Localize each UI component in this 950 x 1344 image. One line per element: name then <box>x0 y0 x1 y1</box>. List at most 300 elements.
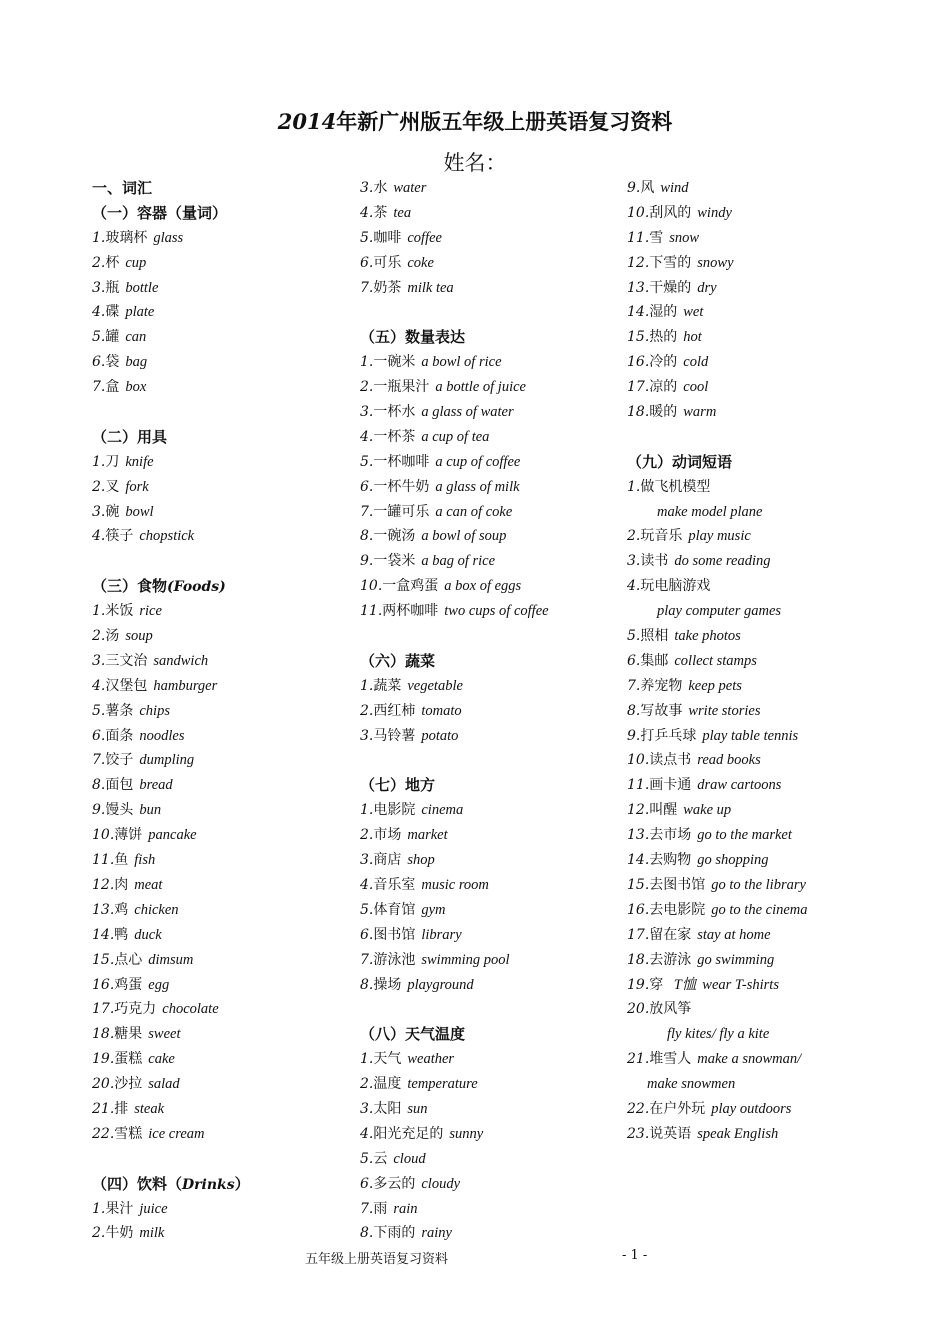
vocab-item <box>360 1047 549 1072</box>
english-term: wind <box>660 180 689 196</box>
chinese-term: 读点书 <box>649 752 692 769</box>
item-number: 16. <box>627 354 650 371</box>
chinese-term: 西红柿 <box>373 702 416 719</box>
chinese-term: 袋 <box>105 354 120 371</box>
english-term: noodles <box>139 727 185 744</box>
chinese-term: 薄饼 <box>114 827 143 844</box>
vocab-item <box>360 276 549 301</box>
english-term: play music <box>688 528 751 545</box>
section-title: （五）数量表达 <box>360 328 466 347</box>
vocab-item <box>360 475 549 500</box>
english-term: vegetable <box>407 677 463 694</box>
item-number: 14. <box>627 304 650 321</box>
item-number: 10. <box>360 578 383 595</box>
item-number: 7. <box>92 379 106 396</box>
vocab-item <box>92 1221 250 1246</box>
chinese-term: 罐 <box>105 329 120 346</box>
chinese-term: 碗 <box>105 503 120 520</box>
vocab-item <box>92 1122 250 1147</box>
english-term: a bottle of juice <box>435 379 526 396</box>
item-number: 13. <box>92 901 115 918</box>
chinese-term: 糖果 <box>114 1026 143 1043</box>
item-number: 4. <box>92 304 106 321</box>
vocab-item <box>360 400 549 425</box>
section-title: （六）蔬菜 <box>360 651 436 670</box>
item-number: 20. <box>627 1001 650 1018</box>
english-term: go to the library <box>711 876 806 893</box>
english-term: sun <box>407 1100 428 1117</box>
chinese-term: 玩音乐 <box>640 528 683 545</box>
english-term: take photos <box>674 628 741 645</box>
chinese-term: 体育馆 <box>373 901 416 918</box>
english-term: bun <box>139 802 162 819</box>
vocab-item <box>360 724 549 749</box>
item-number: 17. <box>627 926 650 943</box>
english-term: cake <box>148 1051 175 1068</box>
english-term: a glass of milk <box>435 478 520 495</box>
item-number: 10. <box>627 752 650 769</box>
chinese-term: 鸡蛋 <box>114 976 143 993</box>
vocab-item <box>627 1097 808 1122</box>
english-term: swimming pool <box>421 951 510 968</box>
vocab-item-continuation <box>627 599 808 624</box>
english-term: make a snowman/ <box>697 1051 802 1068</box>
item-number: 11. <box>360 603 383 620</box>
english-term: bottle <box>125 279 159 296</box>
footer-text: 五年级上册英语复习资料 <box>305 1252 449 1267</box>
item-number: 14. <box>627 852 650 869</box>
vocab-item <box>360 176 549 201</box>
vocab-item <box>627 325 808 350</box>
vocab-item <box>627 201 808 226</box>
chinese-term: 一罐可乐 <box>373 503 430 520</box>
chinese-term: 太阳 <box>373 1100 402 1117</box>
item-number: 21. <box>92 1100 115 1117</box>
vocab-item <box>627 176 808 201</box>
chinese-term: 写故事 <box>640 702 683 719</box>
english-term: fork <box>125 478 149 495</box>
section-title-zh: （三）食物 <box>92 577 168 596</box>
item-number: 8. <box>360 1225 374 1242</box>
english-term: knife <box>125 453 154 470</box>
vocab-item <box>360 1197 549 1222</box>
vocab-item <box>92 798 250 823</box>
chinese-term: 一杯水 <box>373 404 416 421</box>
vocab-item <box>627 997 808 1022</box>
vocab-item <box>627 276 808 301</box>
item-number: 4. <box>360 428 374 445</box>
item-number: 3. <box>92 279 106 296</box>
item-number: 13. <box>627 279 650 296</box>
vocab-item <box>360 873 549 898</box>
english-term: go shopping <box>697 852 769 869</box>
vocab-item <box>627 748 808 773</box>
vocab-item <box>92 475 250 500</box>
english-term: cold <box>683 354 709 371</box>
chinese-term: 汉堡包 <box>105 677 148 694</box>
vocab-item <box>92 251 250 276</box>
english-term: market <box>407 827 448 844</box>
item-number: 9. <box>92 802 106 819</box>
item-number: 2. <box>92 478 106 495</box>
english-term: make model plane <box>657 503 763 520</box>
english-term: a cup of coffee <box>435 453 521 470</box>
title-year: 2014 <box>277 109 337 134</box>
vocab-item <box>627 251 808 276</box>
english-term: chopstick <box>139 528 195 545</box>
page-number: - 1 - <box>622 1248 648 1263</box>
english-term: egg <box>148 976 170 993</box>
chinese-term: 鱼 <box>114 852 129 869</box>
english-term: weather <box>407 1051 455 1068</box>
chinese-term: 雪 <box>649 229 664 246</box>
english-term: pancake <box>148 827 197 844</box>
vocab-item <box>92 748 250 773</box>
english-term: keep pets <box>688 677 742 694</box>
english-term: stay at home <box>697 926 771 943</box>
vocab-item <box>627 350 808 375</box>
chinese-term: 面条 <box>105 727 134 744</box>
vocab-item <box>627 773 808 798</box>
item-number: 2. <box>92 254 106 271</box>
english-term: wake up <box>683 802 732 819</box>
chinese-term: 碟 <box>105 304 120 321</box>
chinese-term: 茶 <box>373 204 388 221</box>
vocab-item <box>92 624 250 649</box>
english-term: a box of eggs <box>444 578 522 595</box>
english-term: gym <box>421 901 446 918</box>
vocab-item <box>92 873 250 898</box>
item-number: 4. <box>360 1125 374 1142</box>
item-number: 5. <box>360 1150 374 1167</box>
vocab-item <box>92 973 250 998</box>
item-number: 5. <box>360 901 374 918</box>
chinese-term: 玻璃杯 <box>105 229 148 246</box>
item-number: 17. <box>92 1001 115 1018</box>
english-term: plate <box>125 304 155 321</box>
item-number: 18. <box>627 951 650 968</box>
item-number: 2. <box>627 528 641 545</box>
document-title <box>0 106 950 136</box>
chinese-term: 去游泳 <box>649 951 692 968</box>
english-term: go to the cinema <box>711 901 808 918</box>
item-number: 15. <box>627 876 650 893</box>
english-term: rain <box>393 1200 418 1217</box>
vocab-item <box>360 973 549 998</box>
item-number: 1. <box>360 354 374 371</box>
item-number: 23. <box>627 1125 650 1142</box>
item-number: 10. <box>627 204 650 221</box>
item-number: 4. <box>627 578 641 595</box>
chinese-term: 一瓶果汁 <box>373 379 430 396</box>
english-term: read books <box>697 752 761 769</box>
item-number: 2. <box>360 1076 374 1093</box>
english-term: a cup of tea <box>421 428 490 445</box>
vocab-item <box>360 201 549 226</box>
chinese-term: 瓶 <box>105 279 120 296</box>
chinese-term: 说英语 <box>649 1125 692 1142</box>
section-heading: 一、词汇 <box>92 179 153 197</box>
item-number: 3. <box>360 404 374 421</box>
item-number: 3. <box>360 852 374 869</box>
vocab-item <box>360 923 549 948</box>
english-term: cinema <box>421 802 464 819</box>
item-number: 18. <box>92 1026 115 1043</box>
chinese-term: 风 <box>640 180 655 196</box>
chinese-term: 蛋糕 <box>114 1051 143 1068</box>
chinese-term: 汤 <box>105 628 120 645</box>
item-number: 21. <box>627 1051 650 1068</box>
chinese-term: 堆雪人 <box>649 1051 692 1068</box>
chinese-term: 云 <box>373 1150 388 1167</box>
item-number: 19. <box>627 976 650 993</box>
english-term: chocolate <box>162 1001 219 1018</box>
chinese-term: 三文治 <box>105 652 148 669</box>
item-number: 7. <box>360 1200 374 1217</box>
english-term: windy <box>697 204 732 221</box>
english-term: shop <box>407 852 435 869</box>
english-term: ice cream <box>148 1125 205 1142</box>
english-term: write stories <box>688 702 761 719</box>
vocab-item <box>627 724 808 749</box>
vocab-item <box>92 1072 250 1097</box>
item-number: 17. <box>627 379 650 396</box>
item-number: 11. <box>627 777 650 794</box>
vocab-item <box>627 898 808 923</box>
item-number: 12. <box>627 254 650 271</box>
english-term: collect stamps <box>674 652 757 669</box>
item-number: 6. <box>627 652 641 669</box>
item-number: 12. <box>627 802 650 819</box>
item-number: 8. <box>92 777 106 794</box>
chinese-term: 游泳池 <box>373 951 416 968</box>
english-term: duck <box>134 926 162 943</box>
item-number: 7. <box>92 752 106 769</box>
chinese-term: 雪糕 <box>114 1125 143 1142</box>
vocab-item <box>92 325 250 350</box>
chinese-term: 去购物 <box>649 852 692 869</box>
vocab-item <box>627 848 808 873</box>
english-term: a bowl of rice <box>421 354 502 371</box>
chinese-term: 操场 <box>373 976 402 993</box>
item-number: 1. <box>92 1200 106 1217</box>
english-term: cup <box>125 254 147 271</box>
item-number: 2. <box>92 1225 106 1242</box>
item-number: 6. <box>360 1175 374 1192</box>
vocab-item <box>360 450 549 475</box>
english-term: a glass of water <box>421 404 514 421</box>
chinese-term: 去市场 <box>649 827 692 844</box>
chinese-term: 暖的 <box>649 404 678 421</box>
vocab-item <box>627 699 808 724</box>
chinese-term: 奶茶 <box>373 279 402 296</box>
chinese-term: 集邮 <box>640 652 669 669</box>
chinese-term: 在户外玩 <box>649 1100 706 1117</box>
section-title: （七）地方 <box>360 776 436 795</box>
chinese-term: 一袋米 <box>373 553 416 570</box>
vocab-item <box>360 524 549 549</box>
chinese-term: 马铃薯 <box>373 727 416 744</box>
chinese-term: 薯条 <box>105 702 134 719</box>
item-number: 15. <box>627 329 650 346</box>
english-term: water <box>393 180 427 196</box>
english-term: do some reading <box>674 553 771 570</box>
vocab-item <box>360 1147 549 1172</box>
english-term: milk <box>139 1225 165 1242</box>
english-term: a can of coke <box>435 503 513 520</box>
vocab-item <box>92 724 250 749</box>
vocab-item <box>360 898 549 923</box>
item-number: 5. <box>360 453 374 470</box>
vocab-item <box>360 500 549 525</box>
item-number: 16. <box>92 976 115 993</box>
item-number: 1. <box>92 603 106 620</box>
english-term: soup <box>125 628 153 645</box>
chinese-term: 画卡通 <box>649 777 692 794</box>
item-number: 7. <box>360 951 374 968</box>
vocab-item <box>360 1172 549 1197</box>
vocab-item <box>92 300 250 325</box>
item-number: 13. <box>627 827 650 844</box>
chinese-term: 鸡 <box>114 901 129 918</box>
chinese-term: 凉的 <box>649 379 678 396</box>
item-number: 2. <box>360 702 374 719</box>
english-term: wet <box>683 304 704 321</box>
item-number: 9. <box>627 727 641 744</box>
english-term: a bag of rice <box>421 553 496 570</box>
english-term: salad <box>148 1076 180 1093</box>
vocab-item <box>92 898 250 923</box>
english-term: sandwich <box>153 652 209 669</box>
chinese-term: 阳光充足的 <box>373 1125 444 1142</box>
item-number: 4. <box>360 876 374 893</box>
vocab-item <box>627 226 808 251</box>
vocab-item <box>360 823 549 848</box>
english-term: chicken <box>134 901 179 918</box>
vocab-item <box>360 948 549 973</box>
chinese-term: 天气 <box>373 1051 402 1068</box>
chinese-term: 一碗汤 <box>373 528 416 545</box>
english-term: tomato <box>421 702 462 719</box>
vocab-item <box>360 699 549 724</box>
english-term: bag <box>125 354 148 371</box>
item-number: 4. <box>92 677 106 694</box>
name-field-label: 姓名： <box>443 151 507 175</box>
item-number: 5. <box>627 628 641 645</box>
chinese-term: 饺子 <box>105 752 134 769</box>
english-term: hamburger <box>153 677 218 694</box>
vocab-item <box>92 500 250 525</box>
chinese-term: 沙拉 <box>114 1076 143 1093</box>
english-term: coffee <box>407 229 442 246</box>
english-term: snowy <box>697 254 734 271</box>
chinese-term: 鸭 <box>114 926 129 943</box>
vocab-item <box>360 549 549 574</box>
vocab-item <box>92 923 250 948</box>
chinese-term: 两杯咖啡 <box>382 603 439 620</box>
item-number: 7. <box>627 677 641 694</box>
item-number: 18. <box>627 404 650 421</box>
item-number: 6. <box>360 926 374 943</box>
item-number: 5. <box>360 229 374 246</box>
vocab-item-continuation <box>627 500 808 525</box>
chinese-term: 盒 <box>105 379 120 396</box>
vocab-item <box>92 948 250 973</box>
item-number: 2. <box>360 379 374 396</box>
vocab-item <box>92 599 250 624</box>
english-term: two cups of coffee <box>444 603 549 620</box>
english-term: library <box>421 926 462 943</box>
section-title: （八）天气温度 <box>360 1025 466 1044</box>
chinese-term: 蔬菜 <box>373 677 402 694</box>
english-term: go to the market <box>697 827 792 844</box>
chinese-term: 下雨的 <box>373 1225 416 1242</box>
english-term: cool <box>683 379 709 396</box>
section-title <box>92 1172 250 1197</box>
chinese-term: 干燥的 <box>649 279 692 296</box>
vocab-item <box>360 1097 549 1122</box>
vocab-item-continuation <box>627 1022 808 1047</box>
vocab-item-continuation <box>627 1072 808 1097</box>
chinese-term-suffix: T恤 <box>673 976 697 993</box>
vocab-item <box>92 649 250 674</box>
english-term: play outdoors <box>711 1100 792 1117</box>
vocab-item <box>92 1097 250 1122</box>
item-number: 10. <box>92 827 115 844</box>
item-number: 22. <box>92 1125 115 1142</box>
vocab-item <box>92 773 250 798</box>
item-number: 1. <box>92 229 106 246</box>
english-term: steak <box>134 1100 165 1117</box>
english-term: temperature <box>407 1076 478 1093</box>
chinese-term: 下雪的 <box>649 254 692 271</box>
vocab-item <box>627 1047 808 1072</box>
english-term: potato <box>421 727 459 744</box>
english-term: play table tennis <box>702 727 799 744</box>
vocab-item <box>92 848 250 873</box>
column-2 <box>360 176 549 1246</box>
title-text: 年新广州版五年级上册英语复习资料 <box>336 109 673 134</box>
vocab-item <box>627 475 808 500</box>
english-term: box <box>125 379 147 396</box>
chinese-term: 巧克力 <box>114 1001 157 1018</box>
english-term: draw cartoons <box>697 777 782 794</box>
chinese-term: 去图书馆 <box>649 876 706 893</box>
section-title: （二）用具 <box>92 427 168 446</box>
vocab-item <box>627 923 808 948</box>
english-term: milk tea <box>407 279 454 296</box>
english-term: sunny <box>449 1125 484 1142</box>
english-term: cloudy <box>421 1175 461 1192</box>
vocab-item <box>92 1197 250 1222</box>
english-term: fly kites/ fly a kite <box>667 1026 770 1043</box>
item-number: 3. <box>627 553 641 570</box>
item-number: 1. <box>360 802 374 819</box>
english-term: play computer games <box>657 603 782 620</box>
vocab-item <box>627 400 808 425</box>
section-title-close: ） <box>234 1174 250 1193</box>
item-number: 6. <box>92 354 106 371</box>
item-number: 8. <box>627 702 641 719</box>
item-number: 22. <box>627 1100 650 1117</box>
section-title-en: (Foods) <box>167 579 226 596</box>
chinese-term: 多云的 <box>373 1175 416 1192</box>
vocab-item <box>92 375 250 400</box>
english-term: rainy <box>421 1225 452 1242</box>
item-number: 2. <box>92 628 106 645</box>
vocab-item <box>627 873 808 898</box>
item-number: 4. <box>92 528 106 545</box>
